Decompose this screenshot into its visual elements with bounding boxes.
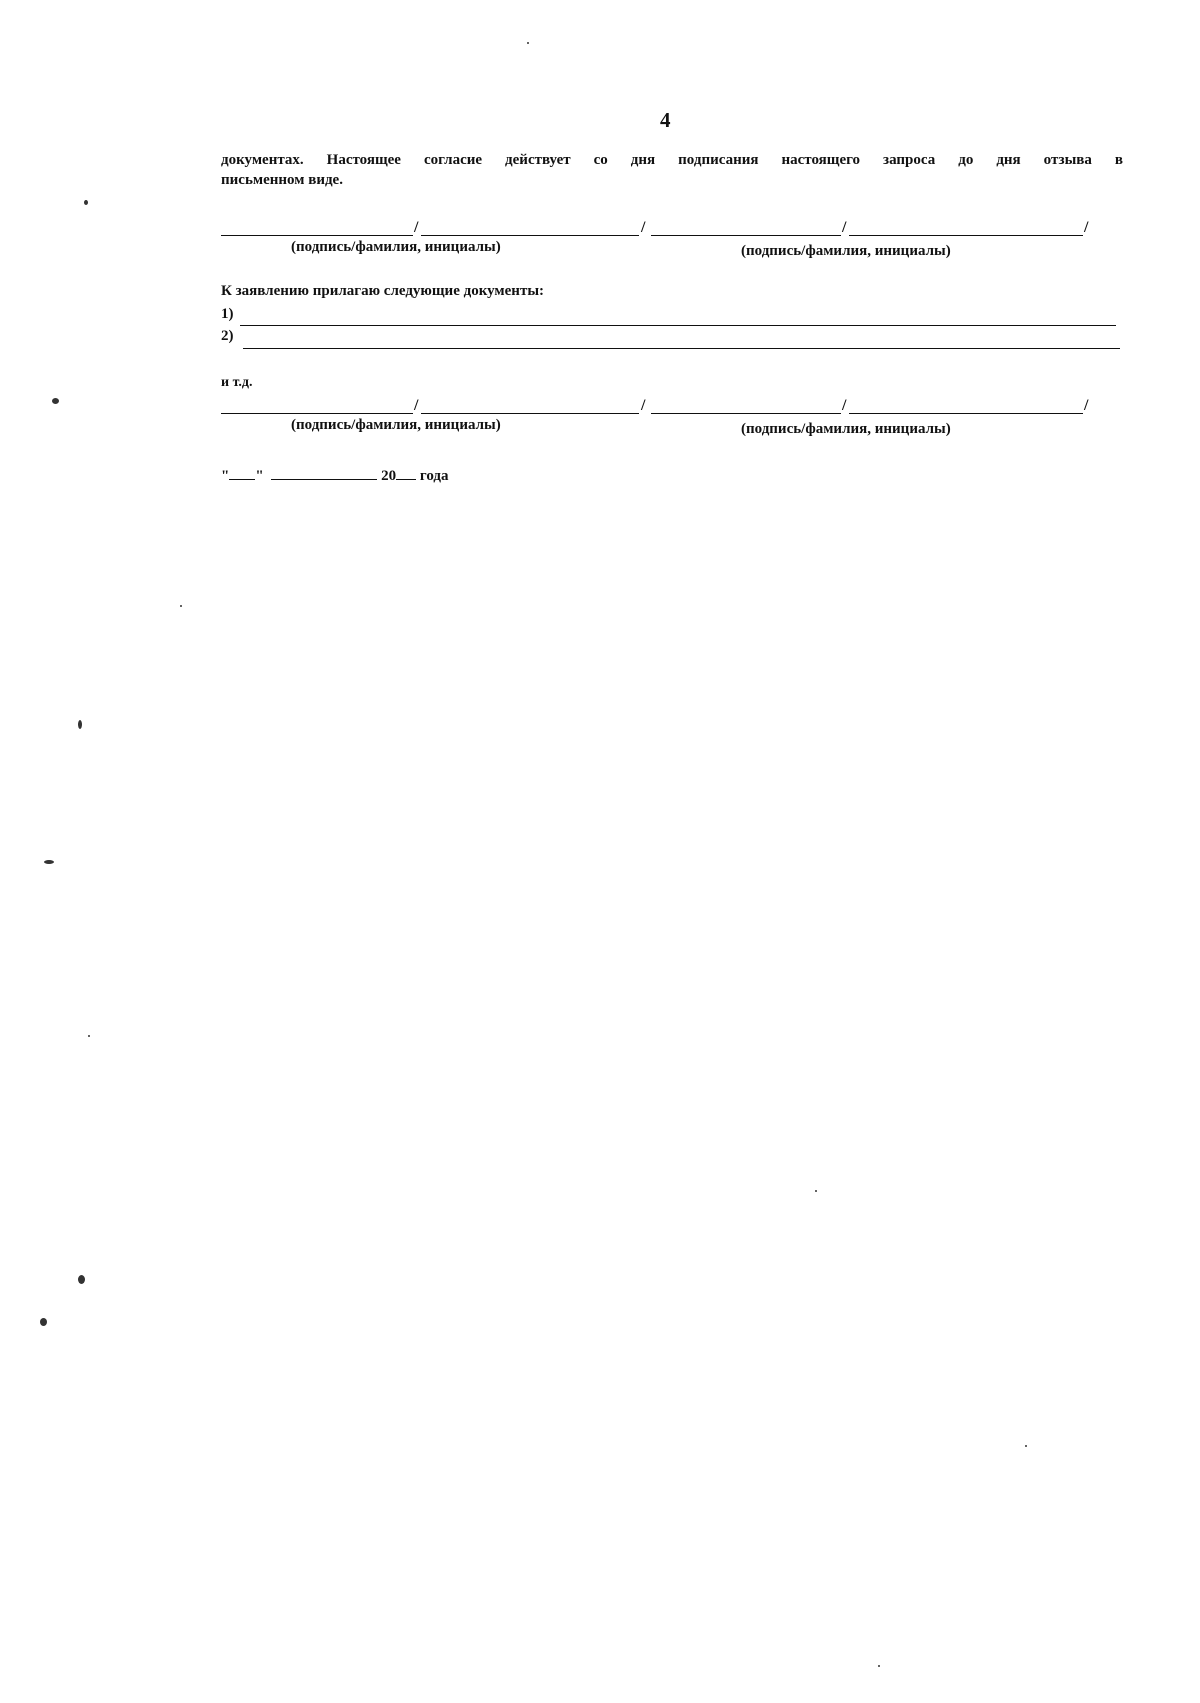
name-field-1b[interactable] [849,235,1083,236]
attachment-item-2 [221,327,234,345]
date-quote-open: " [221,468,230,484]
date-line [221,465,449,485]
name-field-1a[interactable] [421,235,639,236]
signature-caption: (подпись/фамилия, инициалы) [741,421,951,437]
attachments-title: К заявлению прилагаю следующие документы: [221,283,545,299]
scan-speck [52,398,59,404]
signature-field-2a[interactable] [221,413,413,414]
separator-slash: / [1084,397,1089,414]
month-field[interactable] [271,465,377,480]
year-suffix-field[interactable] [396,465,416,480]
separator-slash: / [641,219,646,236]
year-label: года [419,468,449,484]
scan-speck [815,1190,817,1192]
attachment-field-1[interactable] [240,325,1116,326]
consent-line-1: документах. Настоящее согласие действует со дня подписания настоящего запроса до дня отзыва в [221,152,1123,168]
scan-speck [78,1275,85,1284]
consent-line-2: письменном виде. [221,172,343,188]
page-number: 4 [660,108,671,132]
scan-speck [44,860,54,864]
attachment-item-number: 2) [221,328,234,344]
signature-field-1b[interactable] [651,235,841,236]
scan-speck [78,720,82,729]
signature-caption: (подпись/фамилия, инициалы) [291,417,501,433]
day-field[interactable] [229,465,255,480]
signature-field-1a[interactable] [221,235,413,236]
scan-speck [527,42,529,44]
name-field-2b[interactable] [849,413,1083,414]
consent-paragraph [221,150,1123,190]
scan-speck [878,1665,880,1667]
separator-slash: / [641,397,646,414]
signature-caption: (подпись/фамилия, инициалы) [741,243,951,259]
scan-speck [88,1035,90,1037]
scan-speck [40,1318,47,1326]
scan-speck [180,605,182,607]
attachment-item-number: 1) [221,306,234,322]
signature-field-2b[interactable] [651,413,841,414]
separator-slash: / [842,219,847,236]
attachment-field-2[interactable] [243,348,1120,349]
separator-slash: / [414,219,419,236]
separator-slash: / [1084,219,1089,236]
scan-speck [84,200,88,205]
name-field-2a[interactable] [421,413,639,414]
separator-slash: / [842,397,847,414]
date-quote-close: " [255,468,264,484]
attachment-item-1 [221,305,234,323]
year-prefix: 20 [381,468,397,484]
etc-label: и т.д. [221,375,253,390]
separator-slash: / [414,397,419,414]
signature-caption: (подпись/фамилия, инициалы) [291,239,501,255]
scan-speck [1025,1445,1027,1447]
